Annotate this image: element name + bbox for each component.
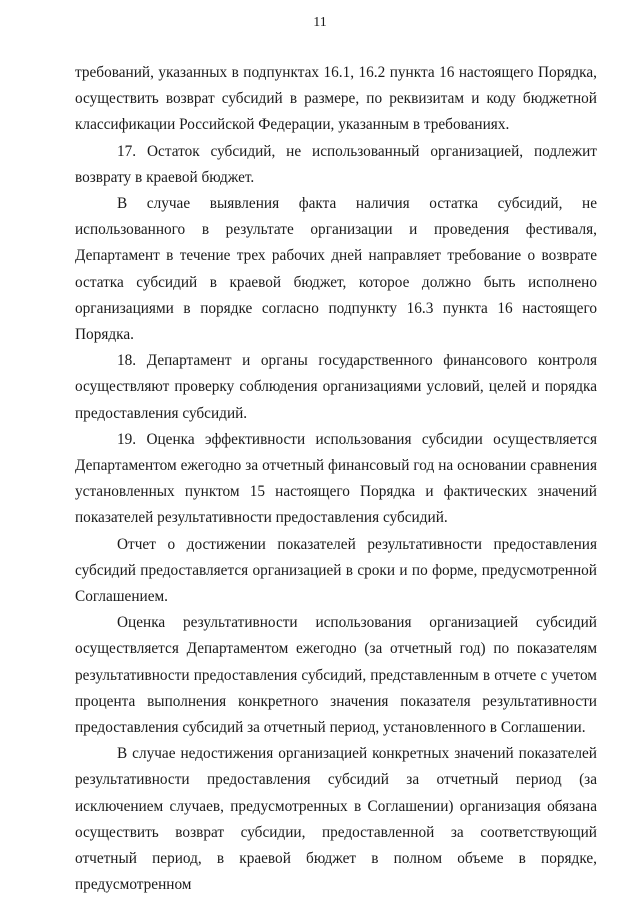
paragraph-item-18: 18. Департамент и органы государственного финансового контроля осуществляют проверку соблюдения организациями условий, целей и порядка предоставления субсидий. xyxy=(75,352,597,422)
paragraph-report: Отчет о достижении показателей результативности предоставления субсидий предоставляется организацией в сроки и по форме, предусмотренной Соглашением. xyxy=(75,535,597,606)
paragraph-remainder-return: В случае выявления факта наличия остатка субсидий, не использованного в результате организации и проведения фестиваля, Департамент в течение трех рабочих дней направляет требование о возврате остатка субсидий в краевой бюджет, которое должно быть исполнено организациями в порядке согласно подпункту 16.3 пункта 16 настоящего Порядка. xyxy=(75,195,597,344)
paragraph-item-19: 19. Оценка эффективности использования субсидии осуществляется Департаментом ежегодно за отчетный финансовый год на основании сравнения установленных пунктом 15 настоящего Порядка и фактических значений показателей результативности предоставления субсидий. xyxy=(75,430,597,527)
page-number: 11 xyxy=(313,15,327,30)
paragraph-item-17: 17. Остаток субсидий, не использованный организацией, подлежит возврату в краевой бюджет. xyxy=(75,142,597,186)
paragraph-evaluation: Оценка результативности использования организацией субсидий осуществляется Департаментом ежегодно (за отчетный год) по показателям результативности предоставления субсидий, представленным в отчете с учетом процента выполнения конкретного значения показателя результативности предоставления субсидий за отчетный период, установленного в Соглашении. xyxy=(75,614,597,737)
document-body xyxy=(75,60,597,899)
paragraph-continuation: требований, указанных в подпунктах 16.1, 16.2 пункта 16 настоящего Порядка, осуществить возврат субсидий в размере, по реквизитам и коду бюджетной классификации Российской Федерации, указанным в требованиях. xyxy=(75,64,597,134)
paragraph-non-achievement: В случае недостижения организацией конкретных значений показателей результативности предоставления субсидий за отчетный период (за исключением случаев, предусмотренных в Соглашении) организация обязана осуществить возврат субсидии, предоставленной за соответствующий отчетный период, в краевой бюджет в полном объеме в порядке, предусмотренном xyxy=(75,745,597,894)
